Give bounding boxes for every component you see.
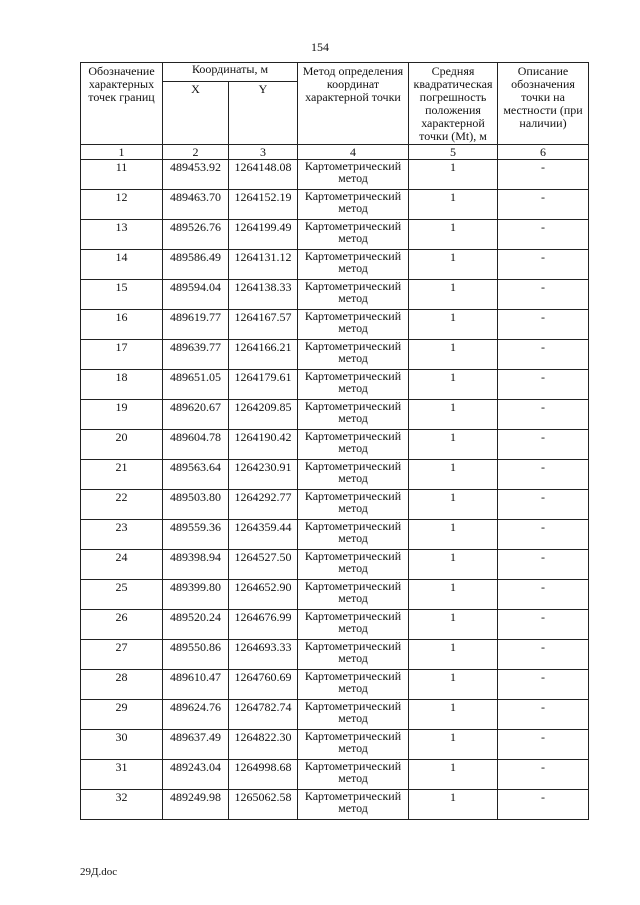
method: Картометрический метод [298, 670, 409, 700]
coord-y: 1264292.77 [229, 490, 298, 520]
column-number: 5 [409, 145, 498, 160]
coord-y: 1264138.33 [229, 280, 298, 310]
table-row [81, 790, 589, 820]
header-method: Метод определения координат характерной точки [298, 63, 409, 145]
point-id: 26 [81, 610, 163, 640]
point-id: 18 [81, 370, 163, 400]
coord-x: 489604.78 [163, 430, 229, 460]
point-id: 13 [81, 220, 163, 250]
header-description: Описание обозначения точки на местности (при наличии) [498, 63, 589, 145]
point-id: 32 [81, 790, 163, 820]
method: Картометрический метод [298, 460, 409, 490]
point-id: 15 [81, 280, 163, 310]
point-id: 20 [81, 430, 163, 460]
header-designation: Обозначение характерных точек границ [81, 63, 163, 145]
coord-y: 1264652.90 [229, 580, 298, 610]
description: - [498, 310, 589, 340]
description: - [498, 340, 589, 370]
error-value: 1 [409, 760, 498, 790]
error-value: 1 [409, 430, 498, 460]
table-row [81, 490, 589, 520]
column-number: 2 [163, 145, 229, 160]
table-row [81, 730, 589, 760]
error-value: 1 [409, 670, 498, 700]
coord-x: 489639.77 [163, 340, 229, 370]
page-number: 154 [311, 40, 329, 54]
coord-x: 489563.64 [163, 460, 229, 490]
method: Картометрический метод [298, 370, 409, 400]
error-value: 1 [409, 640, 498, 670]
method: Картометрический метод [298, 490, 409, 520]
coord-x: 489453.92 [163, 160, 229, 190]
error-value: 1 [409, 520, 498, 550]
table-row [81, 190, 589, 220]
coord-x: 489610.47 [163, 670, 229, 700]
error-value: 1 [409, 790, 498, 820]
method: Картометрический метод [298, 640, 409, 670]
point-id: 11 [81, 160, 163, 190]
table-row [81, 580, 589, 610]
coord-y: 1264230.91 [229, 460, 298, 490]
description: - [498, 520, 589, 550]
coord-y: 1264199.49 [229, 220, 298, 250]
table-row [81, 640, 589, 670]
point-id: 31 [81, 760, 163, 790]
method: Картометрический метод [298, 520, 409, 550]
table-row [81, 760, 589, 790]
error-value: 1 [409, 400, 498, 430]
description: - [498, 610, 589, 640]
error-value: 1 [409, 730, 498, 760]
description: - [498, 160, 589, 190]
table-row [81, 700, 589, 730]
description: - [498, 400, 589, 430]
point-id: 19 [81, 400, 163, 430]
coord-y: 1264822.30 [229, 730, 298, 760]
coord-y: 1264131.12 [229, 250, 298, 280]
coord-x: 489399.80 [163, 580, 229, 610]
coord-y: 1264190.42 [229, 430, 298, 460]
coord-y: 1264760.69 [229, 670, 298, 700]
coord-y: 1264782.74 [229, 700, 298, 730]
error-value: 1 [409, 490, 498, 520]
error-value: 1 [409, 310, 498, 340]
coord-y: 1264167.57 [229, 310, 298, 340]
coord-x: 489624.76 [163, 700, 229, 730]
coord-x: 489243.04 [163, 760, 229, 790]
coord-x: 489550.86 [163, 640, 229, 670]
header-row [81, 63, 589, 82]
header-error: Средняя квадратическая погрешность положения характерной точки (Mt), м [409, 63, 498, 145]
coord-x: 489559.36 [163, 520, 229, 550]
method: Картометрический метод [298, 700, 409, 730]
coord-y: 1264527.50 [229, 550, 298, 580]
error-value: 1 [409, 250, 498, 280]
coord-y: 1264693.33 [229, 640, 298, 670]
error-value: 1 [409, 370, 498, 400]
point-id: 27 [81, 640, 163, 670]
point-id: 21 [81, 460, 163, 490]
table-row [81, 340, 589, 370]
coord-x: 489398.94 [163, 550, 229, 580]
coord-x: 489651.05 [163, 370, 229, 400]
coord-y: 1264166.21 [229, 340, 298, 370]
table-row [81, 430, 589, 460]
description: - [498, 430, 589, 460]
point-id: 12 [81, 190, 163, 220]
method: Картометрический метод [298, 220, 409, 250]
header-x: X [163, 82, 229, 145]
table-row [81, 550, 589, 580]
table-body [81, 160, 589, 820]
method: Картометрический метод [298, 160, 409, 190]
table-row [81, 460, 589, 490]
coord-y: 1264179.61 [229, 370, 298, 400]
error-value: 1 [409, 700, 498, 730]
description: - [498, 760, 589, 790]
error-value: 1 [409, 580, 498, 610]
error-value: 1 [409, 550, 498, 580]
coord-x: 489463.70 [163, 190, 229, 220]
description: - [498, 460, 589, 490]
point-id: 22 [81, 490, 163, 520]
description: - [498, 370, 589, 400]
error-value: 1 [409, 190, 498, 220]
coord-x: 489594.04 [163, 280, 229, 310]
error-value: 1 [409, 280, 498, 310]
table-row [81, 220, 589, 250]
point-id: 30 [81, 730, 163, 760]
coord-y: 1264359.44 [229, 520, 298, 550]
coord-y: 1264998.68 [229, 760, 298, 790]
point-id: 28 [81, 670, 163, 700]
point-id: 16 [81, 310, 163, 340]
method: Картометрический метод [298, 190, 409, 220]
coord-x: 489249.98 [163, 790, 229, 820]
method: Картометрический метод [298, 730, 409, 760]
description: - [498, 550, 589, 580]
method: Картометрический метод [298, 790, 409, 820]
coord-y: 1264676.99 [229, 610, 298, 640]
point-id: 14 [81, 250, 163, 280]
description: - [498, 490, 589, 520]
description: - [498, 700, 589, 730]
coord-y: 1264152.19 [229, 190, 298, 220]
column-number: 3 [229, 145, 298, 160]
method: Картометрический метод [298, 580, 409, 610]
coord-y: 1265062.58 [229, 790, 298, 820]
coord-x: 489526.76 [163, 220, 229, 250]
error-value: 1 [409, 220, 498, 250]
column-number: 4 [298, 145, 409, 160]
method: Картометрический метод [298, 610, 409, 640]
description: - [498, 580, 589, 610]
footer-filename: 29Д.doc [80, 866, 118, 878]
coord-y: 1264209.85 [229, 400, 298, 430]
coord-x: 489620.67 [163, 400, 229, 430]
point-id: 25 [81, 580, 163, 610]
table-row [81, 370, 589, 400]
method: Картометрический метод [298, 760, 409, 790]
description: - [498, 640, 589, 670]
method: Картометрический метод [298, 250, 409, 280]
error-value: 1 [409, 460, 498, 490]
description: - [498, 220, 589, 250]
coord-x: 489586.49 [163, 250, 229, 280]
table-row [81, 250, 589, 280]
method: Картометрический метод [298, 550, 409, 580]
point-id: 24 [81, 550, 163, 580]
coord-x: 489520.24 [163, 610, 229, 640]
column-number: 6 [498, 145, 589, 160]
description: - [498, 190, 589, 220]
table-row [81, 520, 589, 550]
coordinates-table [80, 62, 589, 820]
coord-x: 489637.49 [163, 730, 229, 760]
column-number-row [81, 145, 589, 160]
header-y: Y [229, 82, 298, 145]
method: Картометрический метод [298, 340, 409, 370]
column-number: 1 [81, 145, 163, 160]
description: - [498, 250, 589, 280]
table-row [81, 280, 589, 310]
description: - [498, 280, 589, 310]
coord-y: 1264148.08 [229, 160, 298, 190]
description: - [498, 670, 589, 700]
table-row [81, 670, 589, 700]
table-row [81, 310, 589, 340]
error-value: 1 [409, 160, 498, 190]
description: - [498, 790, 589, 820]
coord-x: 489619.77 [163, 310, 229, 340]
point-id: 23 [81, 520, 163, 550]
method: Картометрический метод [298, 430, 409, 460]
table-row [81, 400, 589, 430]
description: - [498, 730, 589, 760]
table-row [81, 160, 589, 190]
point-id: 17 [81, 340, 163, 370]
header-coordinates: Координаты, м [163, 63, 298, 82]
point-id: 29 [81, 700, 163, 730]
method: Картометрический метод [298, 310, 409, 340]
method: Картометрический метод [298, 280, 409, 310]
method: Картометрический метод [298, 400, 409, 430]
coord-x: 489503.80 [163, 490, 229, 520]
error-value: 1 [409, 610, 498, 640]
error-value: 1 [409, 340, 498, 370]
table-row [81, 610, 589, 640]
